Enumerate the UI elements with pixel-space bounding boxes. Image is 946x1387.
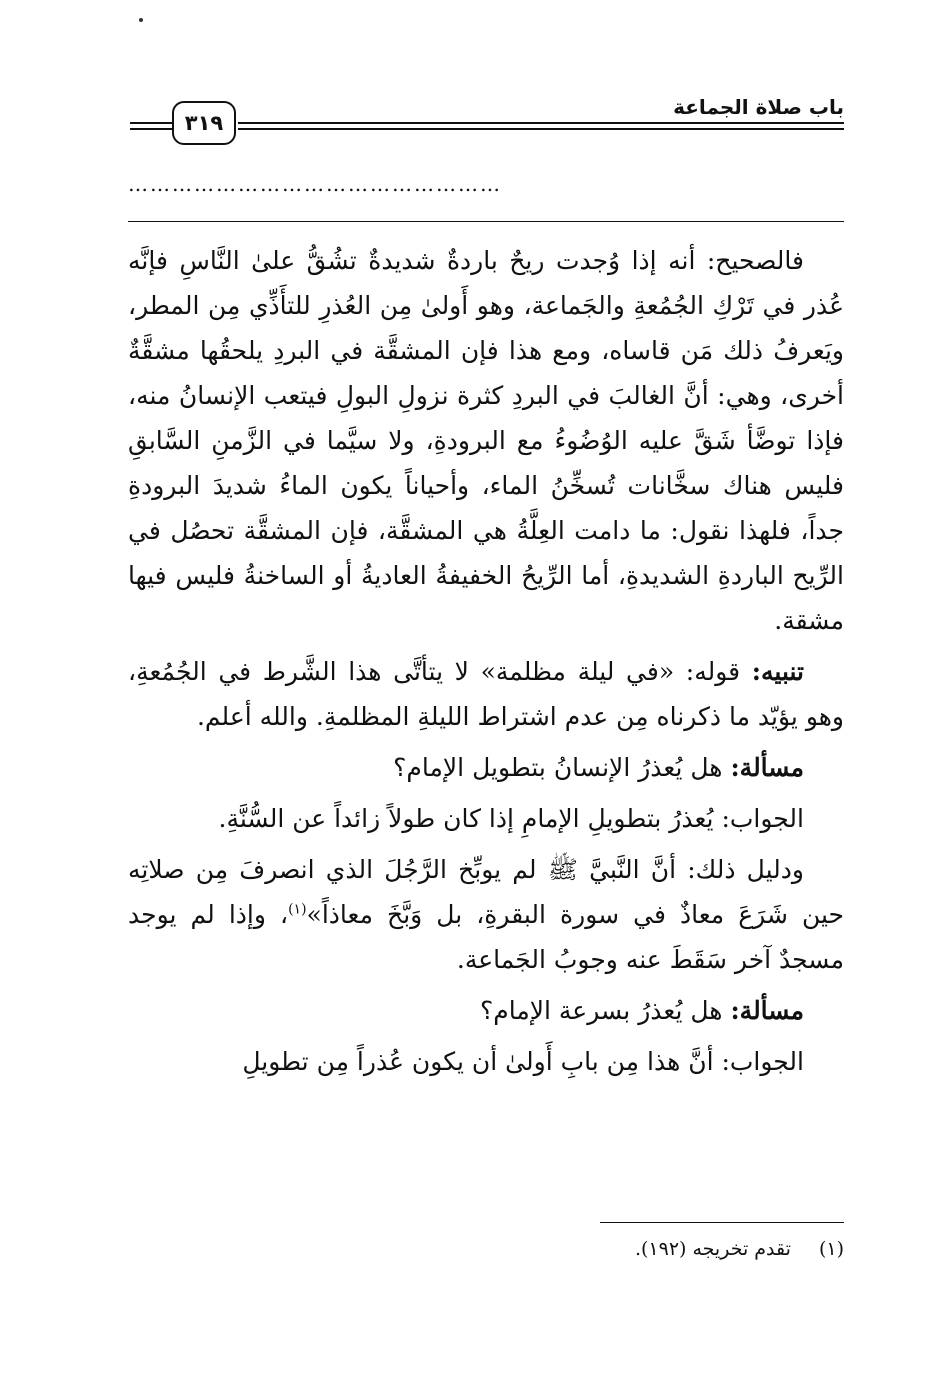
page-number bbox=[172, 101, 236, 145]
dotted-separator: …………………………………………… bbox=[128, 172, 502, 196]
question-paragraph bbox=[128, 745, 844, 790]
main-text bbox=[128, 238, 844, 1084]
evidence-paragraph bbox=[128, 847, 844, 982]
evidence-text: ودليل ذلك: أنَّ النَّبيَّ ﷺ لم يوبِّخ الرَّجُلَ الذي انصرفَ مِن صلاتِه حين شَرَعَ معاذٌ في سورة البقرةِ، بل وَبَّخَ معاذاً» bbox=[128, 855, 844, 929]
question-label: مسألة: bbox=[730, 996, 804, 1025]
question-paragraph bbox=[128, 988, 844, 1033]
answer-paragraph: الجواب: أنَّ هذا مِن بابِ أَولىٰ أن يكون عُذراً مِن تطويلِ bbox=[242, 1047, 804, 1076]
header-rule bbox=[130, 128, 174, 130]
footnote bbox=[635, 1238, 844, 1260]
evidence-text-continued: ، وإذا لم يوجد مسجدٌ آخر سَقَطَ عنه وجوبُ الجَماعة. bbox=[128, 900, 844, 974]
chapter-title: باب صلاة الجماعة bbox=[673, 95, 844, 119]
note-label: تنبيه: bbox=[751, 657, 804, 686]
paragraph: فالصحيح: أنه إذا وُجدت ريحٌ باردةٌ شديدةٌ تشُقُّ علىٰ النَّاسِ فإنَّه عُذر في تَرْكِ الجُمُعةِ والجَماعة، وهو أَولىٰ مِن العُذرِ للتأَذِّي مِن المطر، ويَعرفُ ذلك مَن قاساه، ومع هذا فإن المشقَّة في البردِ يلحقُها مشقَّةٌ أخرى، وهي: أنَّ الغالبَ في البردِ كثرة نزولِ البولِ فيتعب الإنسانُ منه، فإذا توضَّأ شَقَّ عليه الوُضُوءُ مع البرودةِ، ولا سيَّما في الزَّمنِ السَّابقِ فليس هناك سخَّانات تُسخِّنُ الماء، وأحياناً يكون الماءُ شديدَ البرودةِ جداً، فلهذا نقول: ما دامت العِلَّةُ هي المشقَّة، فإن المشقَّة تحصُل في الرِّيح الباردةِ الشديدةِ، أما الرِّيحُ الخفيفةُ العاديةُ أو الساخنةُ فليس فيها مشقة. bbox=[128, 246, 844, 635]
header-rule bbox=[238, 128, 844, 130]
note-paragraph bbox=[128, 649, 844, 739]
header-rule bbox=[130, 122, 174, 124]
note-text: قوله: «في ليلة مظلمة» لا يتأتَّى هذا الشَّرط في الجُمُعةِ، وهو يؤيّد ما ذكرناه مِن عدم اشتراط الليلةِ المظلمةِ. والله أعلم. bbox=[128, 657, 844, 731]
footnote-divider bbox=[600, 1222, 844, 1223]
header-rule bbox=[238, 122, 844, 124]
page-header bbox=[128, 95, 844, 155]
question-text: هل يُعذرُ بسرعة الإمام؟ bbox=[479, 996, 731, 1025]
page-number-text: ٣١٩ bbox=[184, 111, 224, 135]
question-label: مسألة: bbox=[730, 753, 804, 782]
scan-speck bbox=[139, 18, 143, 22]
footnote-reference: (١) bbox=[288, 901, 307, 918]
answer-paragraph: الجواب: يُعذرُ بتطويلِ الإمامِ إذا كان طولاً زائداً عن السُّنَّةِ. bbox=[218, 804, 804, 833]
question-text: هل يُعذرُ الإنسانُ بتطويل الإمام؟ bbox=[393, 753, 731, 782]
footnote-number: (١) bbox=[818, 1238, 844, 1260]
top-divider bbox=[128, 221, 844, 222]
footnote-text: تقدم تخريجه (١٩٢). bbox=[634, 1238, 791, 1260]
